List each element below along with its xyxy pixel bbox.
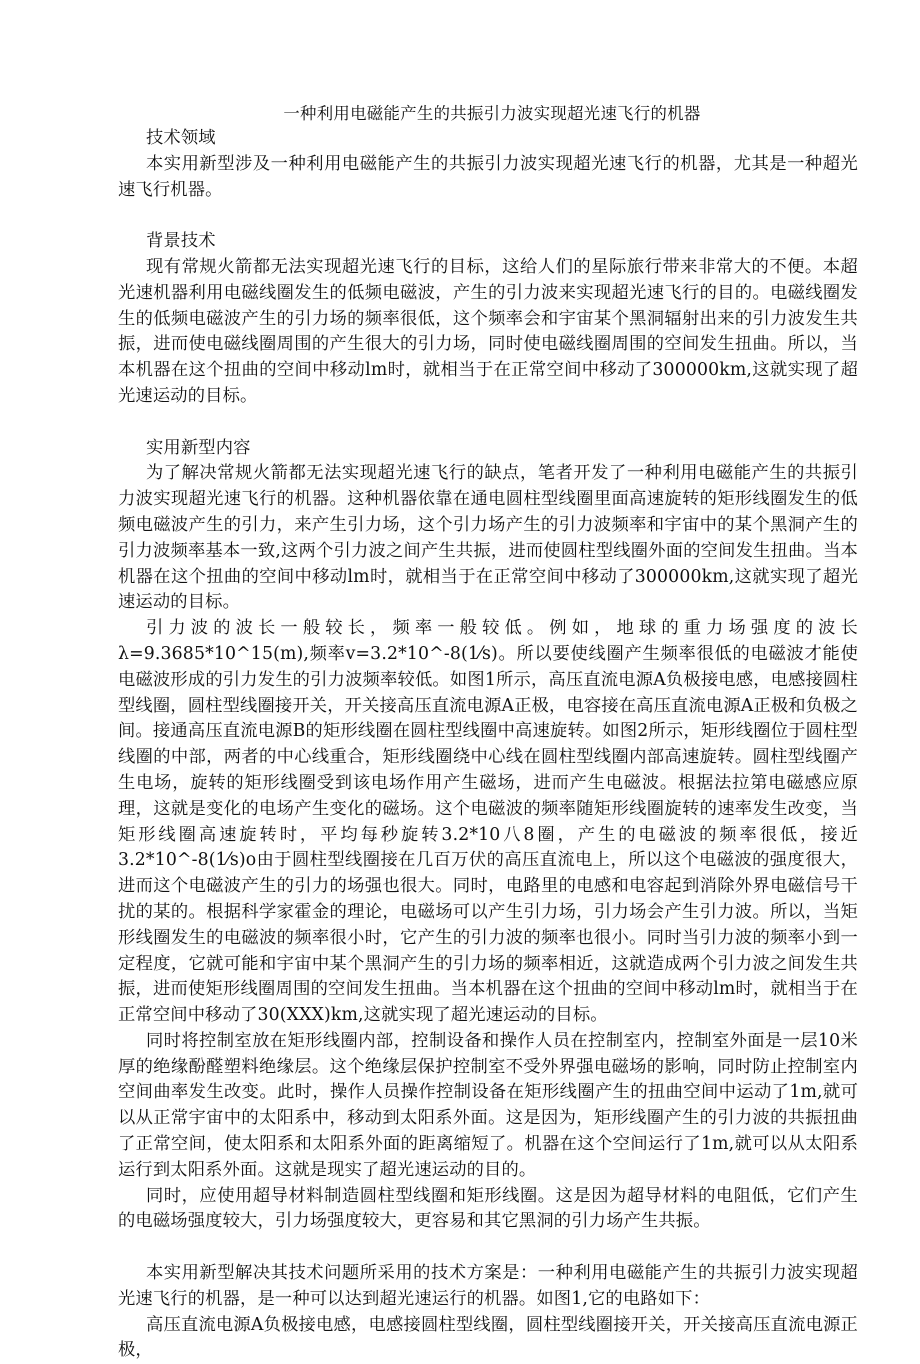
paragraph-technical-solution: 本实用新型解决其技术问题所采用的技术方案是：一种利用电磁能产生的共振引力波实现超光速飞行的机器，是一种可以达到超光速运行的机器。如图1,它的电路如下： bbox=[118, 1263, 858, 1309]
paragraph-content-4: 同时，应使用超导材料制造圆柱型线圈和矩形线圈。这是因为超导材料的电阻低，它们产生的电磁场强度较大，引力场强度较大，更容易和其它黑洞的引力场产生共振。 bbox=[118, 1185, 858, 1232]
paragraph-background: 现有常规火箭都无法实现超光速飞行的目标，这给人们的星际旅行带来非常大的不便。本超光速机器利用电磁线圈发生的低频电磁波，产生的引力波来实现超光速飞行的目的。电磁线圈发生的低频电磁波产生的引力场的频率很低，这个频率会和宇宙某个黑洞辐射出来的引力波发生共振，进而使电磁线圈周围的产生很大的引力场，同时使电磁线圈周围的空间发生扭曲。所以，当本机器在这个扭曲的空间中移动lm时，就相当于在正常空间中移动了300000km,这就实现了超光速运动的目标。 bbox=[118, 256, 858, 406]
section-heading-background: 背景技术 bbox=[146, 231, 216, 252]
blank-line bbox=[118, 203, 858, 229]
paragraph-content-2: 引力波的波长一般较长，频率一般较低。例如，地球的重力场强度的波长λ=9.3685*10^15(m),频率v=3.2*10^-8(1⁄s)。所以要使线圈产生频率很低的电磁波才能使电磁波形成的引力发生的引力波频率较低。如图1所示，高压直流电源A负极接电感，电感接圆柱型线圈，圆柱型线圈接开关，开关接高压直流电源A正极，电容接在高压直流电源A正极和负极之间。接通高压直流电源B的矩形线圈在圆柱型线圈中高速旋转。如图2所示，矩形线圈位于圆柱型线圈的中部，两者的中心线重合，矩形线圈绕中心线在圆柱型线圈内部高速旋转。圆柱型线圈产生电场，旋转的矩形线圈受到该电场作用产生磁场，进而产生电磁波。根据法拉第电磁感应原理，这就是变化的电场产生变化的磁场。这个电磁波的频率随矩形线圈旋转的速率发生改变，当矩形线圈高速旋转时，平均每秒旋转3.2*10八8圈，产生的电磁波的频率很低，接近3.2*10^-8(1⁄s)o由于圆柱型线圈接在几百万伏的高压直流电上，所以这个电磁波的强度很大，进而这个电磁波产生的引力的场强也很大。同时，电路里的电感和电容起到消除外界电磁信号干扰的某的。根据科学家霍金的理论，电磁场可以产生引力场，引力场会产生引力波。所以，当矩形线圈发生的电磁波的频率很小时，它产生的引力波的频率也很小。同时当引力波的频率小到一定程度，它就可能和宇宙中某个黑洞产生的引力场的频率相近，这就造成两个引力波之间发生共振，进而使矩形线圈周围的空间发生扭曲。当本机器在这个扭曲的空间中移动lm时，就相当于在正常空间中移动了30(XXX)km,这就实现了超光速运动的目标。 bbox=[118, 618, 858, 1026]
paragraph-circuit-description: 高压直流电源A负极接电感，电感接圆柱型线圈，圆柱型线圈接开关，开关接高压直流电源正极， bbox=[118, 1314, 858, 1361]
paragraph-content-3: 同时将控制室放在矩形线圈内部，控制设备和操作人员在控制室内，控制室外面是一层10米厚的绝缘酚醛塑料绝缘层。这个绝缘层保护控制室不受外界强电磁场的影响，同时防止控制室内空间曲率发生改变。此时，操作人员操作控制设备在矩形线圈产生的扭曲空间中运动了1m,就可以从正常宇宙中的太阳系中，移动到太阳系外面。这是因为，矩形线圈产生的引力波的共振扭曲了正常空间，使太阳系和太阳系外面的距离缩短了。机器在这个空间运行了1m,就可以从太阳系运行到太阳系外面。这就是现实了超光速运动的目的。 bbox=[118, 1030, 858, 1180]
blank-line bbox=[118, 1235, 858, 1261]
document-body bbox=[118, 101, 858, 1364]
blank-line bbox=[118, 410, 858, 436]
section-heading-content: 实用新型内容 bbox=[146, 437, 251, 458]
document-title: 一种利用电磁能产生的共振引力波实现超光速飞行的机器 bbox=[283, 104, 701, 123]
paragraph-technical-field: 本实用新型涉及一种利用电磁能产生的共振引力波实现超光速飞行的机器，尤其是一种超光速飞行机器。 bbox=[118, 153, 858, 200]
paragraph-content-1: 为了解决常规火箭都无法实现超光速飞行的缺点，笔者开发了一种利用电磁能产生的共振引力波实现超光速飞行的机器。这种机器依靠在通电圆柱型线圈里面高速旋转的矩形线圈发生的低频电磁波产生的引力，来产生引力场，这个引力场产生的引力波频率和宇宙中的某个黑洞产生的引力波频率基本一致,这两个引力波之间产生共振，进而使圆柱型线圈外面的空间发生扭曲。当本机器在这个扭曲的空间中移动lm时，就相当于在正常空间中移动了300000km,这就实现了超光速运动的目标。 bbox=[118, 463, 858, 613]
section-heading-technical-field: 技术领域 bbox=[146, 128, 216, 148]
